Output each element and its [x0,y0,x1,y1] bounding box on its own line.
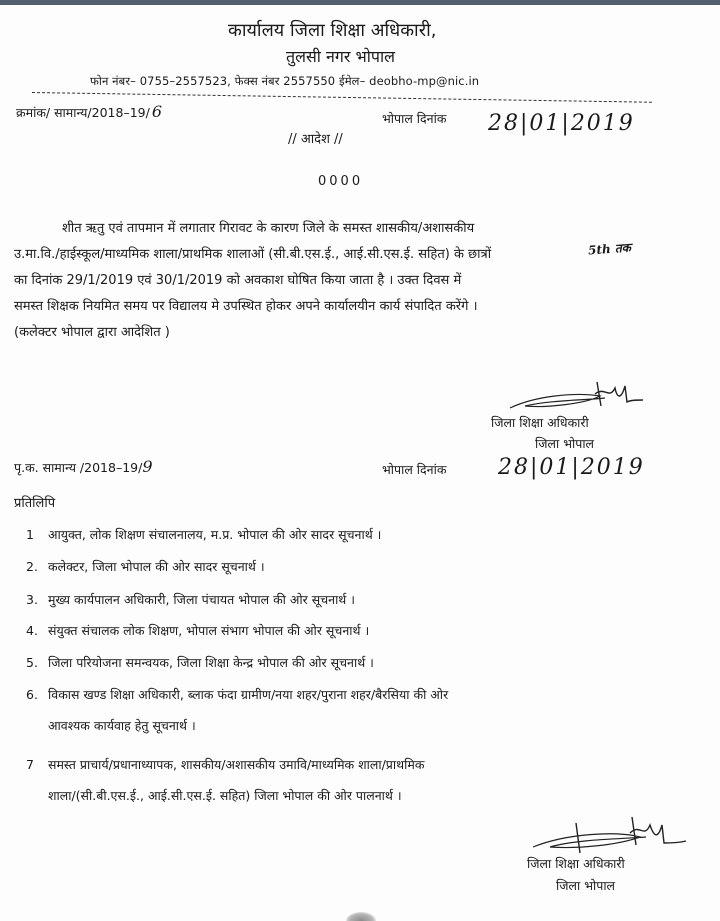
office-location: तुलसी नगर भोपाल [286,47,396,66]
copy-date: 28|01|2019 [498,455,645,480]
order-document [0,5,720,921]
order-city-date-label: भोपाल दिनांक [382,111,447,126]
item-text: कलेक्टर, जिला भोपाल की ओर सादर सूचनार्थ । [48,559,265,574]
item-number: 4. [26,623,38,638]
order-handwritten-number: 6 [151,102,163,121]
list-item [26,756,424,804]
signatory-title: जिला शिक्षा अधिकारी [491,415,589,430]
copy-number: पृ.क. सामान्य /2018–19/ [14,460,143,475]
item-number: 7 [26,757,34,772]
item-text: विकास खण्ड शिक्षा अधिकारी, ब्लाक फंदा ग्रामीण/नया शहर/पुराना शहर/बैरसिया की ओर [48,687,449,702]
item-text: आयुक्त, लोक शिक्षण संचालनालय, म.प्र. भोपाल की ओर सादर सूचनार्थ । [48,527,382,542]
item-text-continued: आवश्यक कार्यवाह हेतु सूचनार्थ । [48,718,196,733]
list-item [26,558,265,575]
item-number: 6. [26,687,38,702]
list-item [26,526,381,543]
order-separator-zeros: 0000 [318,174,364,189]
handwritten-insert: 5th तक [587,240,632,258]
order-date: 28|01|2019 [488,111,635,136]
signatory-title: जिला शिक्षा अधिकारी [527,856,625,871]
office-name: कार्यालय जिला शिक्षा अधिकारी, [228,20,437,41]
office-contact: फोन नंबर– 0755–2557523, फेक्स नंबर 2557550 ईमेल– deobho-mp@nic.in [90,74,480,88]
item-text-continued: शाला/(सी.बी.एस.ई., आई.सी.एस.ई. सहित) जिला भोपाल की ओर पालनार्थ । [48,788,402,803]
body-line: (कलेक्टर भोपाल द्वारा आदेशित ) [14,325,170,340]
order-body [14,216,714,346]
item-text: जिला परियोजना समन्वयक, जिला शिक्षा केन्द्र भोपाल की ओर सूचनार्थ । [48,655,374,670]
signature-icon [528,813,688,855]
item-number: 2. [26,559,38,574]
item-text: मुख्य कार्यपालन अधिकारी, जिला पंचायत भोपाल की ओर सूचनार्थ । [48,592,356,607]
item-text: संयुक्त संचालक लोक शिक्षण, भोपाल संभाग भोपाल की ओर सूचनार्थ । [48,623,370,638]
list-item [26,686,448,734]
copy-handwritten-number: 9 [142,457,153,476]
body-line: समस्त शिक्षक नियमित समय पर विद्यालय मे उपस्थित होकर अपने कार्यालयीन कार्य संपादित करेंगे । [14,299,478,314]
list-item [26,622,369,639]
item-number: 5. [26,655,38,670]
body-line: का दिनांक 29/1/2019 एवं 30/1/2019 को अवकाश घोषित किया जाता है । उक्त दिवस में [14,273,462,288]
item-number: 3. [26,592,38,607]
order-reference [16,102,162,121]
item-number: 1 [26,527,34,542]
order-title: // आदेश // [288,132,343,147]
copy-reference [14,457,153,476]
copy-city-date-label: भोपाल दिनांक [382,462,447,477]
order-number: क्रमांक/ सामान्य/2018–19/ [16,105,150,120]
list-item [26,654,374,671]
signatory-district: जिला भोपाल [535,436,595,451]
signatory-district: जिला भोपाल [556,878,616,893]
copy-heading: प्रतिलिपि [14,496,56,511]
body-line: उ.मा.वि./हाईस्कूल/माध्यमिक शाला/प्राथमिक शालाओं (सी.बी.एस.ई., आई.सी.एस.ई. सहित) के छात्रों [14,247,492,262]
item-text: समस्त प्राचार्य/प्रधानाध्यापक, शासकीय/अशासकीय उमावि/माध्यमिक शाला/प्राथमिक [48,757,425,772]
body-line: शीत ऋतु एवं तापमान में लगातार गिरावट के कारण जिले के समस्त शासकीय/अशासकीय [62,221,475,236]
list-item [26,591,355,608]
signature-icon [505,378,645,414]
